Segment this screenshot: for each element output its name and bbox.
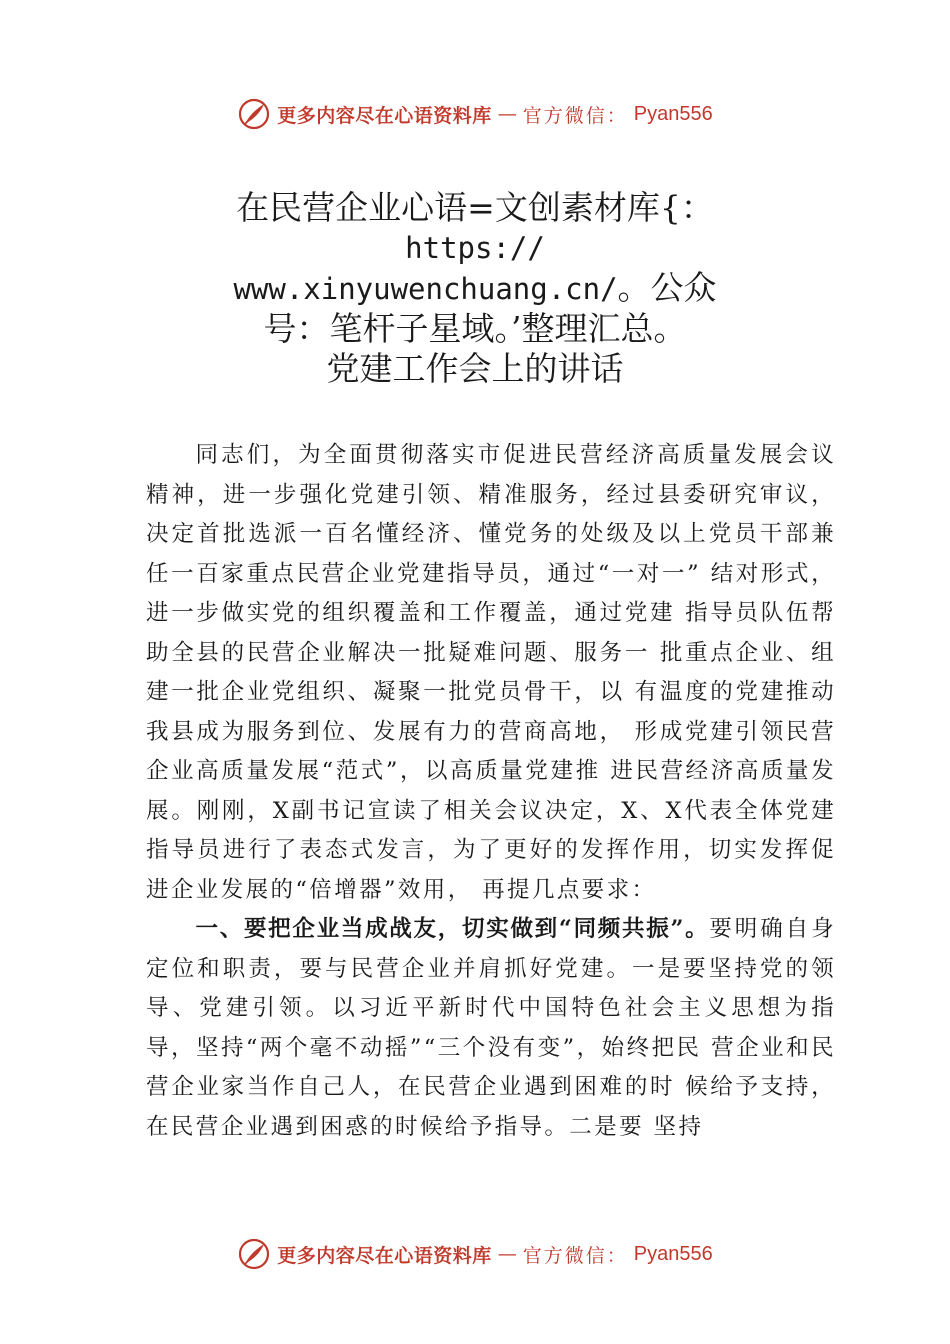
banner-separator: — bbox=[497, 103, 517, 125]
banner-wechat-label: 官方微信： bbox=[522, 104, 628, 127]
title-line-5: 党建工作会上的讲话 bbox=[326, 349, 624, 388]
title-url: www.xinyuwenchuang.cn/ bbox=[233, 272, 618, 306]
banner-title: 更多内容尽在心语资料库 bbox=[277, 104, 492, 127]
document-body bbox=[146, 436, 836, 1147]
quill-pen-logo-icon bbox=[237, 97, 271, 131]
header-banner bbox=[0, 92, 950, 136]
banner-wechat-id: Pyan556 bbox=[633, 1242, 713, 1265]
section-heading-1: 一、要把企业当成战友，切实做到“同频共振”。 bbox=[195, 916, 710, 942]
body-paragraph-2 bbox=[146, 910, 836, 1147]
section-1-text: 要明确自身定位和职责，要与民营企业并肩抓好党建。一是要坚持党的领导、党建引领。以习近平新时代中国特色社会主义思想为指导，坚持“两个毫不动摇”“三个没有变”，始终把民 营企业和民营企业家当作自己人，在民营企业遇到困难的时 候给予支持，在民营企业遇到困惑的时候给予指导。二是要 坚持 bbox=[146, 916, 836, 1140]
body-paragraph-1: 同志们，为全面贯彻落实市促进民营经济高质量发展会议精神，进一步强化党建引领、精准服务，经过县委研究审议，决定首批选派一百名懂经济、懂党务的处级及以上党员干部兼任一百家重点民营企业党建指导员，通过“一对一” 结对形式，进一步做实党的组织覆盖和工作覆盖，通过党建 指导员队伍帮助全县的民营企业解决一批疑难问题、服务一 批重点企业、组建一批企业党组织、凝聚一批党员骨干，以 有温度的党建推动我县成为服务到位、发展有力的营商高地， 形成党建引领民营企业高质量发展“范式”，以高质量党建推 进民营经济高质量发展。刚刚，X副书记宣读了相关会议决定，X、X代表全体党建指导员进行了表态式发言，为了更好的发挥作用，切实发挥促进企业发展的“倍增器”效用， 再提几点要求： bbox=[146, 442, 836, 903]
document-title bbox=[180, 188, 770, 389]
title-line-3-suffix: 。公众 bbox=[617, 268, 717, 307]
banner-wechat-label: 官方微信： bbox=[522, 1244, 628, 1267]
footer-banner bbox=[0, 1232, 950, 1276]
title-line-2: https:// bbox=[405, 231, 545, 265]
banner-separator: — bbox=[497, 1243, 517, 1265]
quill-pen-logo-icon bbox=[237, 1237, 271, 1271]
title-line-3 bbox=[180, 268, 770, 309]
title-line-1: 在民营企业心语=文创素材库{： bbox=[236, 188, 714, 227]
title-line-4: 号：笔杆子星域。’整理汇总。 bbox=[263, 309, 687, 348]
banner-wechat-id: Pyan556 bbox=[633, 102, 713, 125]
banner-title: 更多内容尽在心语资料库 bbox=[277, 1244, 492, 1267]
